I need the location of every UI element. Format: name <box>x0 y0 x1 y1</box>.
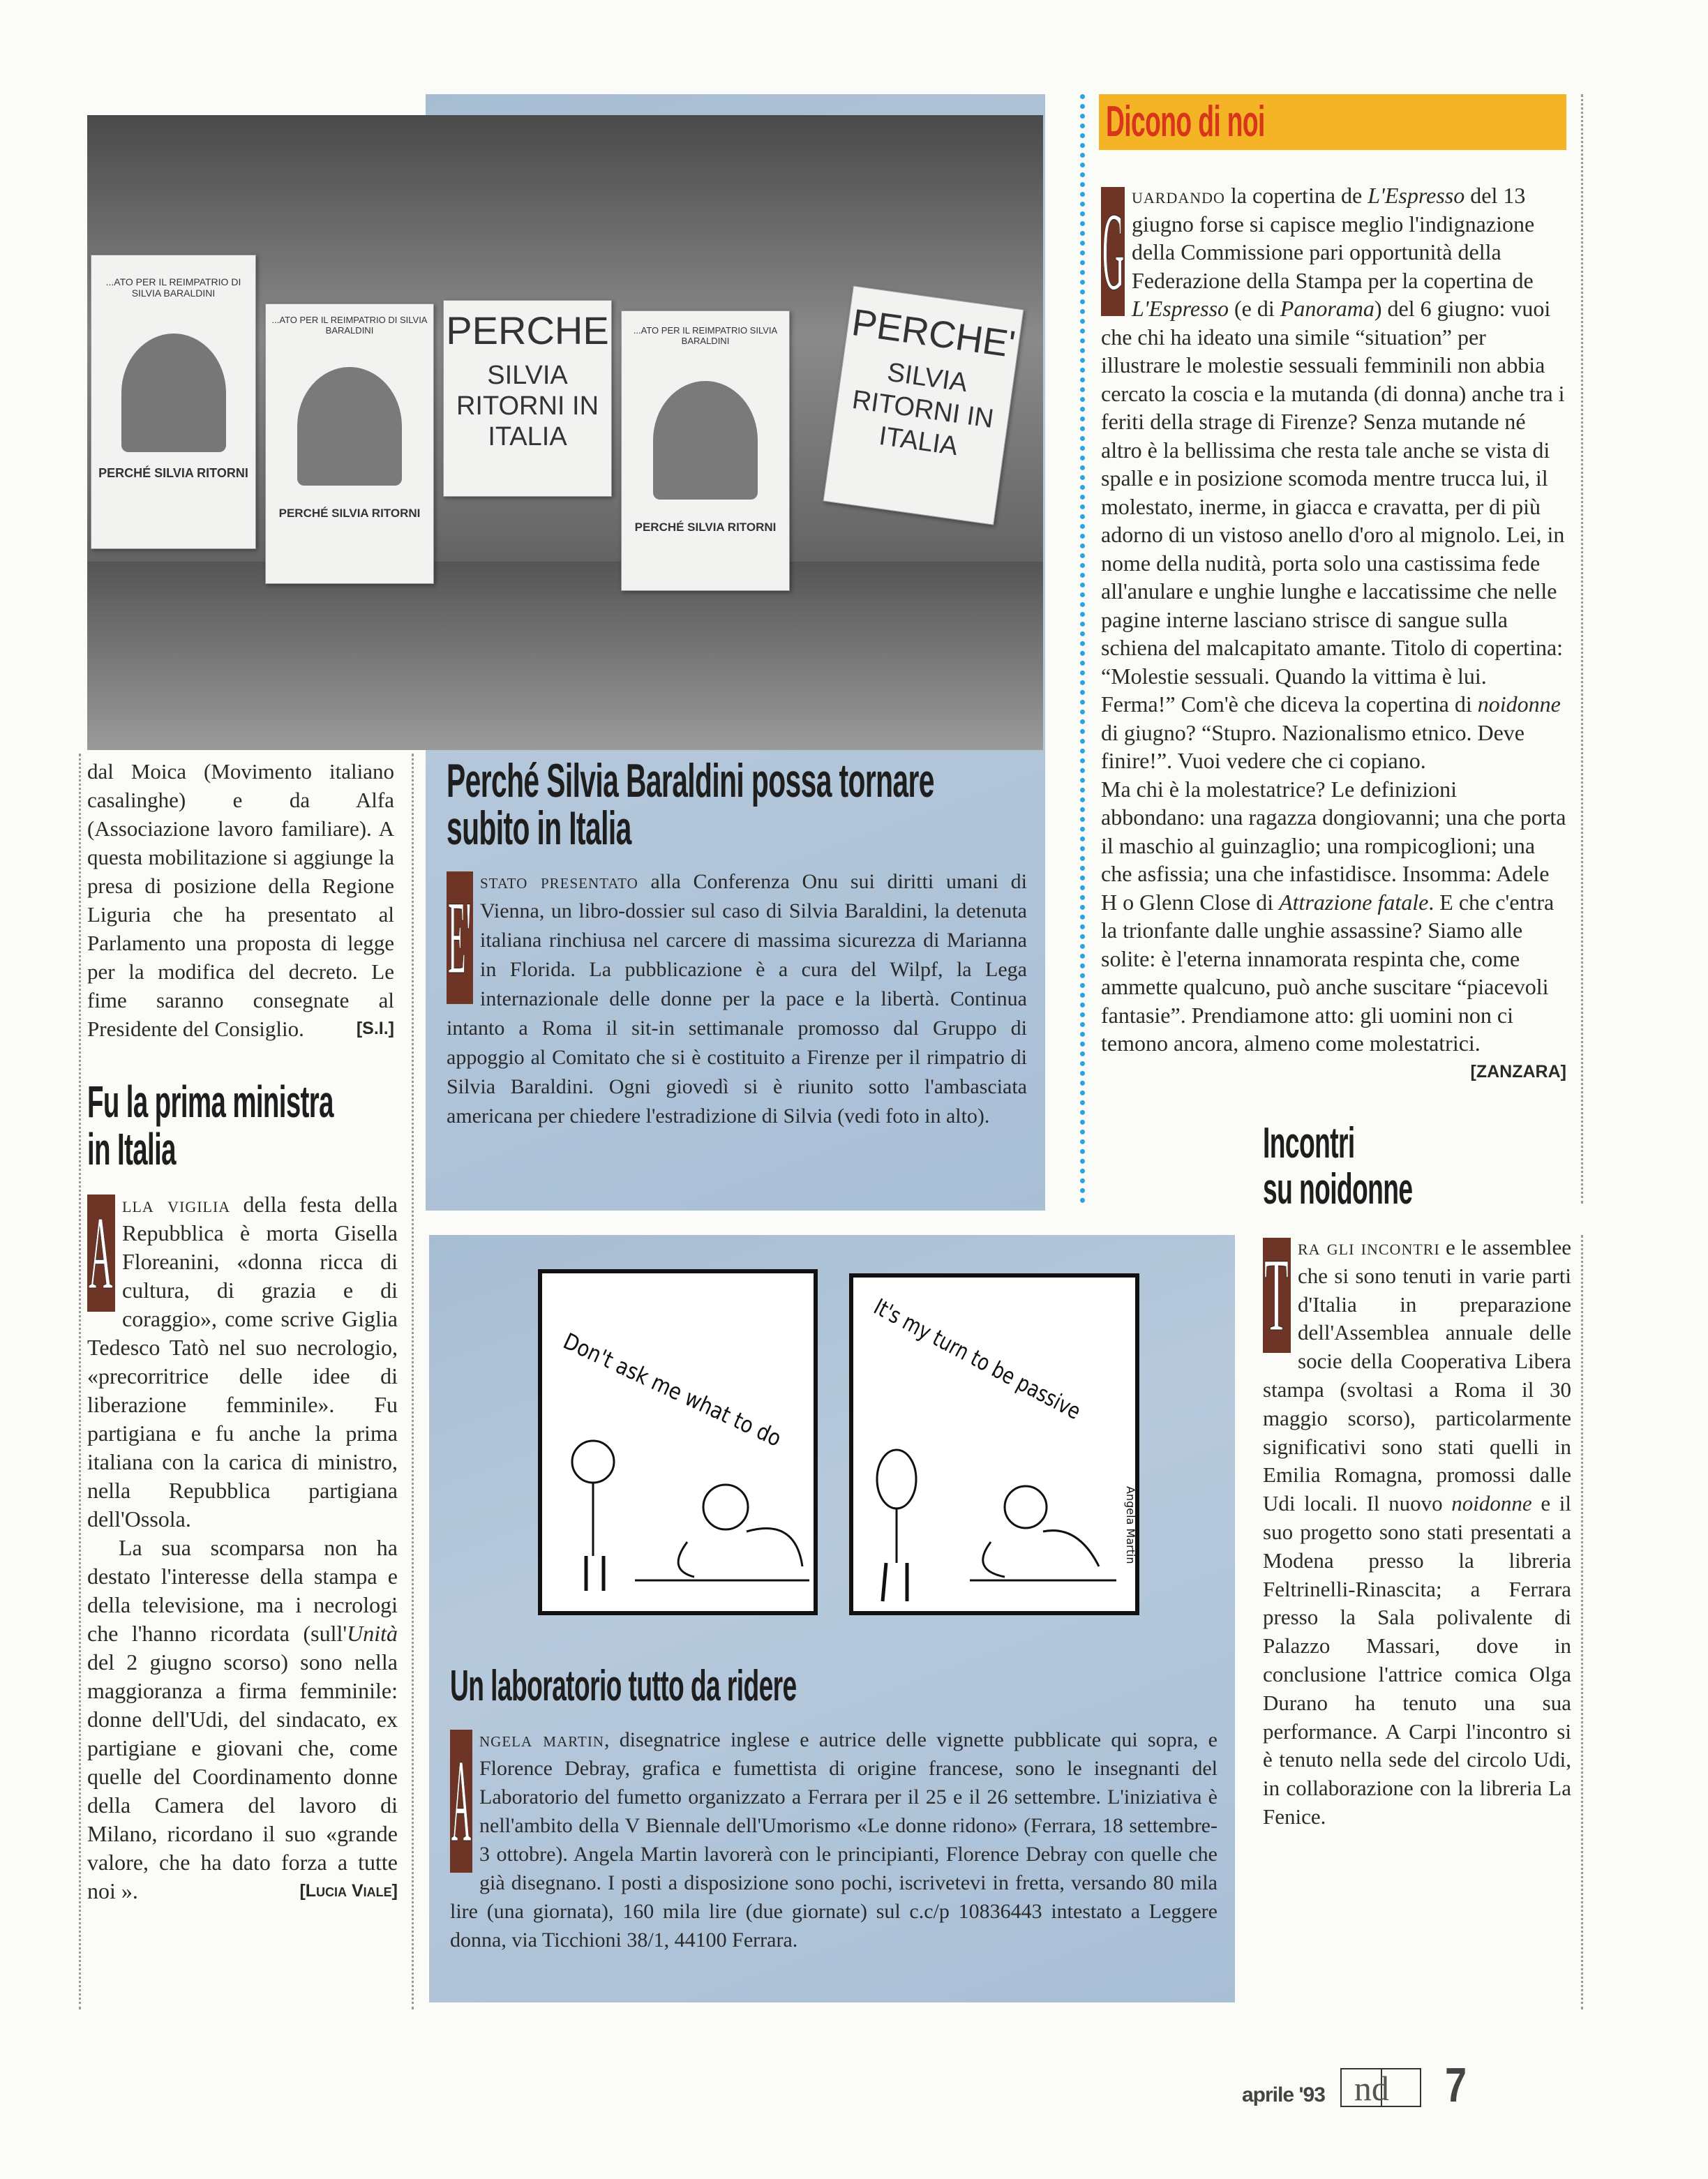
drop-cap <box>447 871 473 1004</box>
placard <box>443 300 612 497</box>
author-signature: [ZANZARA] <box>1470 1061 1566 1081</box>
italic-title: Unità <box>347 1621 398 1646</box>
italic-title: noidonne <box>1477 691 1561 717</box>
article-body <box>1101 777 1566 1056</box>
artist-signature: Angela Martin <box>1124 1486 1137 1564</box>
text-segment: del 13 giugno forse si capisce meglio l'indignazione della Commissione pari opportunità della Federazione della Stampa per la copertina de <box>1132 183 1535 293</box>
page-footer <box>1242 2058 1471 2112</box>
column-divider <box>1581 1235 1583 2009</box>
speech-text: Don't ask me what to do <box>559 1327 819 1468</box>
logo-text: nd <box>1354 2069 1389 2108</box>
article-title: Fu la prima ministra <box>87 1077 334 1127</box>
italic-title: Attrazione fatale <box>1279 889 1429 915</box>
comic-strip <box>537 1263 1144 1619</box>
article-body <box>1101 183 1565 773</box>
lead-in: uardando <box>1132 183 1225 208</box>
text-segment: la copertina de <box>1224 183 1368 208</box>
italic-title: Panorama <box>1280 296 1374 321</box>
placard-text: ...ATO PER IL REIMPATRIO SILVIA BARALDINI <box>633 325 778 346</box>
article-title: Incontri <box>1263 1119 1355 1167</box>
ministra-article <box>87 1190 398 1905</box>
drop-cap <box>450 1730 472 1873</box>
lead-in: ra gli incontri <box>1298 1235 1440 1259</box>
incontri-article <box>1263 1234 1571 1832</box>
drop-cap <box>87 1195 115 1312</box>
italic-title: L'Espresso <box>1132 296 1229 321</box>
section-header-bar <box>1099 94 1566 150</box>
placard-text: PERCHÉ SILVIA RITORNI <box>634 521 777 534</box>
magazine-logo <box>1340 2068 1421 2107</box>
placard-text: PERCHÉ SILVIA RITORNI <box>278 507 421 520</box>
placard-text: SILVIA RITORNI IN ITALIA <box>850 357 996 462</box>
article-body: , disegnatrice inglese e autrice delle vignette pubblicate qui sopra, e Florence Debray, grafica e fumettista di origine francese, sono le insegnanti del Laboratorio del fumetto organizzato a Ferrara per il 25 e il 26 settembre. L'iniziativa è nell'ambito della V Biennale dell'Umorismo «Le donne ridono» (Ferrara, 18 settembre-3 ottobre). Angela Martin lavorerà con le principianti, Florence Debray con quelle che già disegnano. I posti a disposizione sono pochi, iscrivetevi in fretta, versando 80 mila lire (una giornata), 160 mila lire (due giornate) sul c.c/p 10836443 intestato a Leggere donna, via Ticchioni 38/1, 44100 Ferrara. <box>450 1728 1218 1952</box>
text-segment: (e di <box>1229 296 1280 321</box>
author-signature: [S.I.] <box>356 1019 394 1038</box>
placard-text: ...ATO PER IL REIMPATRIO DI SILVIA BARALDINI <box>105 276 241 299</box>
comic-panel-1 <box>540 1271 819 1613</box>
lead-in: lla vigilia <box>122 1192 231 1217</box>
text-segment: e il suo progetto sono stati presentati a Modena presso la libreria Feltrinelli-Rinascita; a Ferrara presso la Sala polivalente di Palazzo Massari, dove in conclusione l'attrice comica Olga Durano ha tenuto una sua performance. A Carpi l'incontro si è tenuto nella sede del circolo Udi, in collaborazione con la libreria La Fenice. <box>1263 1491 1571 1829</box>
column-divider-blue <box>1080 94 1085 1204</box>
baraldini-article <box>447 867 1027 1131</box>
placard <box>265 304 434 584</box>
incontri-block <box>1263 1121 1573 1832</box>
incontri-title-wrap <box>1263 1121 1573 1213</box>
placard <box>621 310 790 591</box>
text-segment: ) del 6 giugno: vuoi che chi ha ideato una simile “situation” per illustrare le molestie sessuali femminili non abbia cercato la coscia e la mutanda (di donna) anche tra i feriti della strage di Firenze? Senza mutande né altro è la bellissima che resta tale anche se vista di spalle e in posizione scomoda mentre trucca lui, il molestato, inerme, in giacca e cravatta, per di più adorno di un vistoso anello d'oro al mignolo. Lei, in nome della nudità, porta solo una castissima fede all'anulare e unghie lunghe e laccatissime che nelle pagine interne lasciano strisce di sangue sulla schiena del malcapitato amante. Titolo di copertina: “Molestie sessuali. Quando la vittima è lui. Ferma!” Com'è che diceva la copertina di <box>1101 296 1565 717</box>
column-divider <box>1581 94 1583 1204</box>
placard-text: PERCHÉ SILVIA RITORNI <box>98 466 248 480</box>
protest-photo <box>87 115 1043 750</box>
drop-cap-letter: A <box>89 1195 113 1311</box>
drop-cap-letter: T <box>1264 1238 1289 1353</box>
italic-title: noidonne <box>1451 1491 1532 1516</box>
text-segment: di giugno? “Stupro. Nazionalismo etnico. Deve finire!”. Vuoi vedere che ci copiano. <box>1101 719 1525 773</box>
left-column <box>87 757 398 1905</box>
lead-in: ngela martin <box>479 1728 604 1751</box>
text-segment: La sua scomparsa non ha destato l'interesse della stampa e della televisione, ma i necrologi che l'hanno ricordata (sull' <box>87 1535 398 1646</box>
text-segment: Ma chi è la molestatrice? Le definizioni abbondano: una ragazza dongiovanni; una che porta il maschio al guinzaglio; una rompicoglioni; una che asfissia; una che infastidisce. Insomma: Adele H o Glenn Close di <box>1101 776 1566 915</box>
drop-cap-letter: G <box>1102 189 1125 313</box>
placard <box>91 255 256 549</box>
placard-text: ...ATO PER IL REIMPATRIO DI SILVIA BARALDINI <box>271 315 428 336</box>
article-body <box>87 1535 398 1903</box>
column-divider <box>79 754 81 2009</box>
article-body: alla Conferenza Onu sui diritti umani di Vienna, un libro-dossier sul caso di Silvia Baraldini, la detenuta italiana rinchiusa nel carcere di massima sicurezza di Marianna in Florida. La pubblicazione è a cura del Wilpf, la Lega internazionale delle donne per la pace e la libertà. Continua intanto a Roma il sit-in settimanale promosso dal Gruppo di appoggio al Comitato che si è costituito a Firenze per il rimpatrio di Silvia Baraldini. Ogni giovedì si è riunito sotto l'ambasciata americana per chiedere l'estradizione di Silvia (vedi foto in alto). <box>447 870 1027 1128</box>
article-body: dal Moica (Movimento italiano casalinghe) e da Alfa (Associazione lavoro familiare). A questa mobilitazione si aggiunge la presa di posizione della Regione Liguria che ha presentato al Parlamento una proposta di legge per la modifica del decreto. Le fime saranno consegnate al Presidente del Consiglio. <box>87 759 394 1041</box>
placard-text: PERCHE <box>446 308 609 352</box>
section-title: Dicono di noi <box>1106 98 1265 146</box>
article-body: della festa della Repubblica è morta Gisella Floreanini, «donna ricca di cultura, di grazia e di coraggio», come scrive Giglia Tedesco Tatò nel suo necrologio, «precorritrice delle idee di liberazione femminile». Fu partigiana e fu anche la prima italiana con la carica di ministro, nella Repubblica partigiana dell'Ossola. <box>87 1192 398 1532</box>
placard-text: SILVIA RITORNI IN ITALIA <box>456 361 599 451</box>
issue-date: aprile '93 <box>1242 2083 1325 2106</box>
drop-cap <box>1263 1238 1291 1353</box>
article-continuation <box>87 757 394 1043</box>
text-segment: e le assemblee che si sono tenuti in varie parti d'Italia in preparazione dell'Assemblea annuale delle socie della Cooperativa Libera stampa (svoltasi a Roma il 30 maggio scorso), particolarmente significativi sono stati quelli in Emilia Romagna, promossi dalle Udi locali. Il nuovo <box>1263 1235 1571 1516</box>
article-title: in Italia <box>87 1124 176 1174</box>
article-title: Perché Silvia Baraldini possa tornare subito in Italia <box>447 754 934 855</box>
page-number: 7 <box>1444 2058 1467 2112</box>
article-title: su noidonne <box>1263 1165 1413 1213</box>
comic-panel-2 <box>851 1275 1137 1613</box>
dicono-article <box>1101 181 1566 1086</box>
placard <box>823 285 1024 525</box>
placard-text: PERCHE' <box>849 301 1018 366</box>
text-segment: . E che c'entra la trionfante dalle unghie assassine? Siamo alle solite: è l'eterna innamorata respinta che, come ammette qualcuno, può anche suscitare “piacevoli fantasie”. Prendiamone atto: gli uomini non ci temono ancora, almeno come molestatrici. <box>1101 889 1555 1056</box>
text-segment: del 2 giugno scorso) sono nella maggioranza a firma femminile: donne dell'Udi, del sindacato, ex partigiane e giovani che, come quelle del Coordinamento donne della Camera del lavoro di Milano, ricordano il suo «grande valore, che ha dato forza a tutte noi ». <box>87 1649 398 1903</box>
article-body <box>1263 1235 1571 1829</box>
ministra-title <box>87 1078 497 1173</box>
article-title: Un laboratorio tutto da ridere <box>450 1662 797 1710</box>
drop-cap-letter: E' <box>448 880 472 996</box>
column-divider <box>412 754 414 2009</box>
speech-text: It's my turn to be passive <box>869 1293 1133 1451</box>
lead-in: stato presentato <box>480 870 638 893</box>
drop-cap <box>1101 187 1125 316</box>
drop-cap-letter: A <box>451 1735 472 1866</box>
baraldini-column <box>447 754 1033 1131</box>
author-signature: [Lucia Viale] <box>299 1881 398 1901</box>
laboratorio-article <box>450 1725 1218 1954</box>
italic-title: L'Espresso <box>1368 183 1465 208</box>
laboratorio-column <box>450 1664 1218 1954</box>
